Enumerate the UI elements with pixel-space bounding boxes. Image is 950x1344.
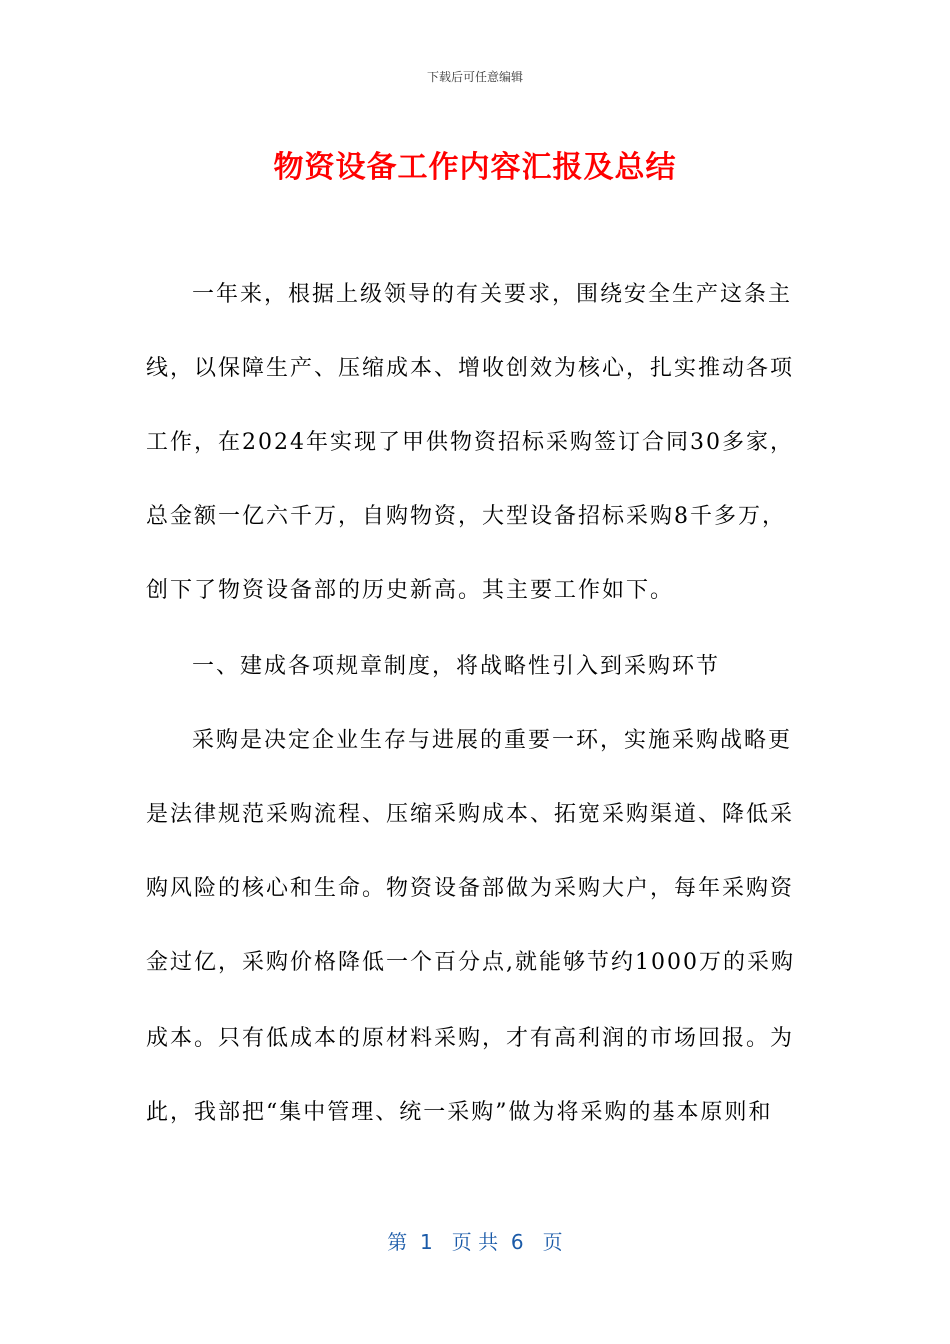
paragraph-line: 成本。只有低成本的原材料采购，才有高利润的市场回报。为 xyxy=(146,1026,795,1051)
paragraph-line: 此，我部把“集中管理、统一采购”做为将采购的基本原则和 xyxy=(146,1100,773,1125)
section-heading: 一、建成各项规章制度，将战略性引入到采购环节 xyxy=(192,654,721,679)
paragraph-line: 金过亿，采购价格降低一个百分点,就能够节约1000万的采购 xyxy=(146,950,795,975)
document-title: 物资设备工作内容汇报及总结 xyxy=(273,150,677,185)
paragraph-line: 采购是决定企业生存与进展的重要一环，实施采购战略更 xyxy=(192,728,793,753)
paragraph-line: 工作，在2024年实现了甲供物资招标采购签订合同30多家， xyxy=(146,430,794,455)
paragraph-line: 购风险的核心和生命。物资设备部做为采购大户，每年采购资 xyxy=(146,876,795,901)
page-footer: 第 1 页 共 6 页 xyxy=(387,1230,563,1254)
paragraph-line: 一年来，根据上级领导的有关要求，围绕安全生产这条主 xyxy=(192,282,793,307)
paragraph-line: 总金额一亿六千万，自购物资，大型设备招标采购8千多万， xyxy=(146,504,786,529)
paragraph-line: 线，以保障生产、压缩成本、增收创效为核心，扎实推动各项 xyxy=(146,356,795,381)
paragraph-line: 是法律规范采购流程、压缩采购成本、拓宽采购渠道、降低采 xyxy=(146,802,795,827)
paragraph-line: 创下了物资设备部的历史新高。其主要工作如下。 xyxy=(146,578,675,603)
header-note: 下载后可任意编辑 xyxy=(426,70,523,84)
